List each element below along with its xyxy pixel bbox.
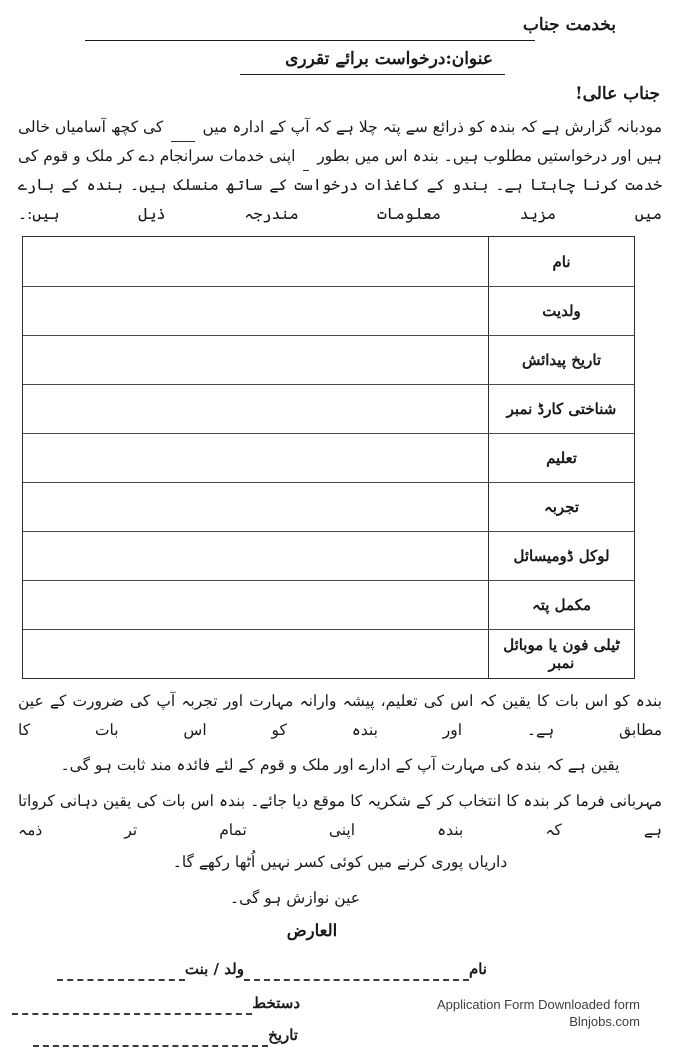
- salutation-fill-line: [85, 40, 535, 41]
- intro-line-1-text-a: مودبانہ گزارش ہے کہ بندہ کو ذرائع سے پتہ چلا ہے کہ آپ کے ادارہ میں: [202, 118, 662, 136]
- table-cell-label: تاریخ پیدائش: [488, 336, 634, 384]
- name-label: نام: [468, 960, 487, 978]
- son-daughter-fill-dashes: [57, 967, 185, 981]
- blank-field-department: [171, 120, 194, 142]
- table-row-experience: [23, 482, 634, 531]
- table-row-complete-address: [23, 580, 634, 629]
- personal-details-table: [22, 236, 635, 679]
- son-daughter-label: ولد / بنت: [184, 960, 244, 978]
- table-row-education: [23, 433, 634, 482]
- table-row-id-card-number: [23, 384, 634, 433]
- footer-credit-line-2: Blnjobs.com: [569, 1014, 640, 1029]
- table-row-phone-number: [23, 629, 634, 678]
- applicant-heading: العارض: [286, 921, 338, 940]
- body-paragraph-1-line-1: بندہ کو اس بات کا یقین کہ اس کی تعلیم، پیشہ وارانہ مہارت اور تجربہ آپ کی ضرورت کے عین مطابق ہے۔ اور بندہ کو اس بات کا: [18, 692, 662, 739]
- body-paragraph-1-line-2: یقین ہے کہ بندہ کی مہارت آپ کے ادارے اور ملک و قوم کے لئے فائدہ مند ثابت ہو گی۔: [60, 756, 620, 774]
- table-cell-value: [23, 336, 488, 384]
- table-cell-value: [23, 385, 488, 433]
- salutation-line: بخدمت جناب: [522, 15, 616, 35]
- table-row-name: [23, 237, 634, 286]
- table-cell-value: [23, 532, 488, 580]
- table-cell-value: [23, 237, 488, 286]
- signature-label: دستخط: [252, 994, 300, 1012]
- signature-row-name: [0, 957, 487, 981]
- intro-line-2-text-b: اپنی خدمات سرانجام دے کر ملک و قوم کی: [18, 147, 296, 165]
- closing-line: عین نوازش ہو گی۔: [229, 889, 360, 907]
- intro-line-2-text-a: ہیں اور درخواستیں مطلوب ہیں۔ بندہ اس میں بطور: [317, 147, 662, 165]
- blank-field-post: [303, 149, 309, 171]
- table-cell-value: [23, 483, 488, 531]
- body-paragraph-2-line-2: داریاں پوری کرنے میں کوئی کسر نہیں اُٹھا رکھے گا۔: [172, 853, 508, 871]
- date-fill-dashes: [33, 1033, 268, 1047]
- greeting-line: جناب عالی!: [575, 84, 660, 104]
- signature-row-signature: [0, 991, 300, 1015]
- table-row-date-of-birth: [23, 335, 634, 384]
- page-title: عنوان:درخواست برائے تقرری: [285, 49, 493, 69]
- footer-credit: [437, 996, 640, 1030]
- table-cell-value: [23, 434, 488, 482]
- date-label: تاریخ: [268, 1026, 298, 1044]
- table-cell-label: تجربہ: [488, 483, 634, 531]
- table-cell-label: مکمل پتہ: [488, 581, 634, 629]
- table-row-local-domicile: [23, 531, 634, 580]
- name-fill-dashes: [244, 967, 469, 981]
- table-cell-value: [23, 581, 488, 629]
- table-cell-label: تعلیم: [488, 434, 634, 482]
- intro-line-2: [0, 142, 680, 171]
- table-row-father-name: [23, 286, 634, 335]
- table-cell-label: ٹیلی فون یا موبائل نمبر: [488, 630, 634, 678]
- table-cell-label: لوکل ڈومیسائل: [488, 532, 634, 580]
- table-cell-label: شناختی کارڈ نمبر: [488, 385, 634, 433]
- intro-line-3: خدمت کرنا چاہتا ہے۔ بندو کے کاغذات درخواست کے ساتھ منسلک ہیں۔ بندہ کے بارے میں مزید معلومات مندرجہ ذیل ہیں:۔: [18, 176, 662, 223]
- table-cell-label: نام: [488, 237, 634, 286]
- intro-line-1-text-b: کی کچھ آسامیاں خالی: [18, 118, 164, 136]
- table-cell-value: [23, 630, 488, 678]
- body-paragraph-2-line-1: مہربانی فرما کر بندہ کا انتخاب کر کے شکریہ کا موقع دیا جائے۔ بندہ اس بات کی یقین دہانی کرواتا ہے کہ بندہ اپنی تمام تر ذمہ: [18, 792, 662, 839]
- title-underline: [240, 74, 505, 75]
- intro-line-1: [0, 113, 680, 142]
- signature-fill-dashes: [12, 1001, 252, 1015]
- application-form-page: [0, 12, 680, 1044]
- table-cell-value: [23, 287, 488, 335]
- signature-row-date: [0, 1023, 298, 1047]
- footer-credit-line-1: Application Form Downloaded form: [436, 997, 640, 1012]
- table-cell-label: ولدیت: [488, 287, 634, 335]
